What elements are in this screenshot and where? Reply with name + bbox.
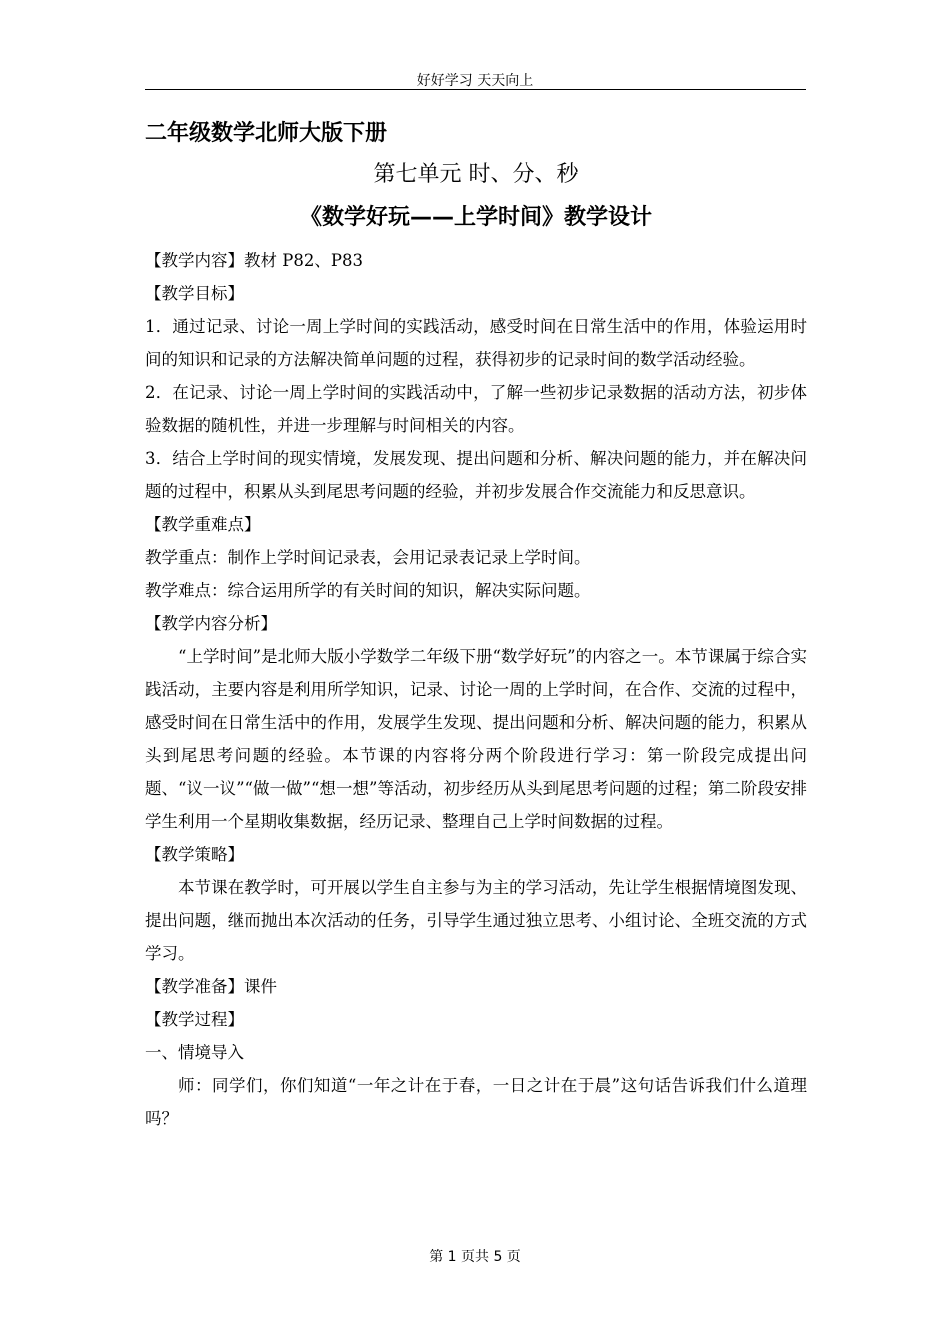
strategy-heading: 【教学策略】: [145, 845, 244, 864]
goal-item-1: 1．通过记录、讨论一周上学时间的实践活动，感受时间在日常生活中的作用，体验运用时间的知识和记录的方法解决简单问题的过程，获得初步的记录时间的数学活动经验。: [145, 317, 807, 369]
strategy-paragraph: 本节课在教学时，可开展以学生自主参与为主的学习活动，先让学生根据情境图发现、提出问题，继而抛出本次活动的任务，引导学生通过独立思考、小组讨论、全班交流的方式学习。: [145, 878, 807, 963]
process-heading: 【教学过程】: [145, 1010, 244, 1029]
goals-heading: 【教学目标】: [145, 284, 244, 303]
page-header: 好好学习 天天向上: [416, 73, 534, 89]
header-divider: [145, 89, 806, 90]
goal-item-2: 2．在记录、讨论一周上学时间的实践活动中，了解一些初步记录数据的活动方法，初步体验数据的随机性，并进一步理解与时间相关的内容。: [145, 383, 807, 435]
key-point: 教学重点：制作上学时间记录表，会用记录表记录上学时间。: [145, 548, 591, 567]
page-footer: 第 1 页共 5 页: [429, 1249, 521, 1265]
grade-title: 二年级数学北师大版下册: [145, 121, 388, 146]
lesson-title: 《数学好玩——上学时间》教学设计: [299, 205, 652, 230]
key-heading: 【教学重难点】: [145, 515, 261, 534]
unit-title: 第七单元 时、分、秒: [373, 162, 579, 187]
prep-line: 【教学准备】课件: [145, 977, 277, 996]
section-heading: 一、情境导入: [145, 1043, 244, 1062]
goal-item-3: 3．结合上学时间的现实情境，发展发现、提出问题和分析、解决问题的能力，并在解决问题的过程中，积累从头到尾思考问题的经验，并初步发展合作交流能力和反思意识。: [145, 449, 807, 501]
document-body: [145, 114, 807, 1135]
teacher-paragraph: 师：同学们，你们知道“一年之计在于春，一日之计在于晨”这句话告诉我们什么道理吗？: [145, 1076, 807, 1128]
analysis-heading: 【教学内容分析】: [145, 614, 277, 633]
analysis-paragraph: “上学时间”是北师大版小学数学二年级下册“数学好玩”的内容之一。本节课属于综合实践活动，主要内容是利用所学知识，记录、讨论一周的上学时间，在合作、交流的过程中，感受时间在日常生活中的作用，发展学生发现、提出问题和分析、解决问题的能力，积累从头到尾思考问题的经验。本节课的内容将分两个阶段进行学习：第一阶段完成提出问题、“议一议”“做一做”“想一想”等活动，初步经历从头到尾思考问题的过程；第二阶段安排学生利用一个星期收集数据，经历记录、整理自己上学时间数据的过程。: [145, 647, 807, 831]
content-line: 【教学内容】教材 P82、P83: [145, 251, 363, 270]
difficult-point: 教学难点：综合运用所学的有关时间的知识，解决实际问题。: [145, 581, 591, 600]
